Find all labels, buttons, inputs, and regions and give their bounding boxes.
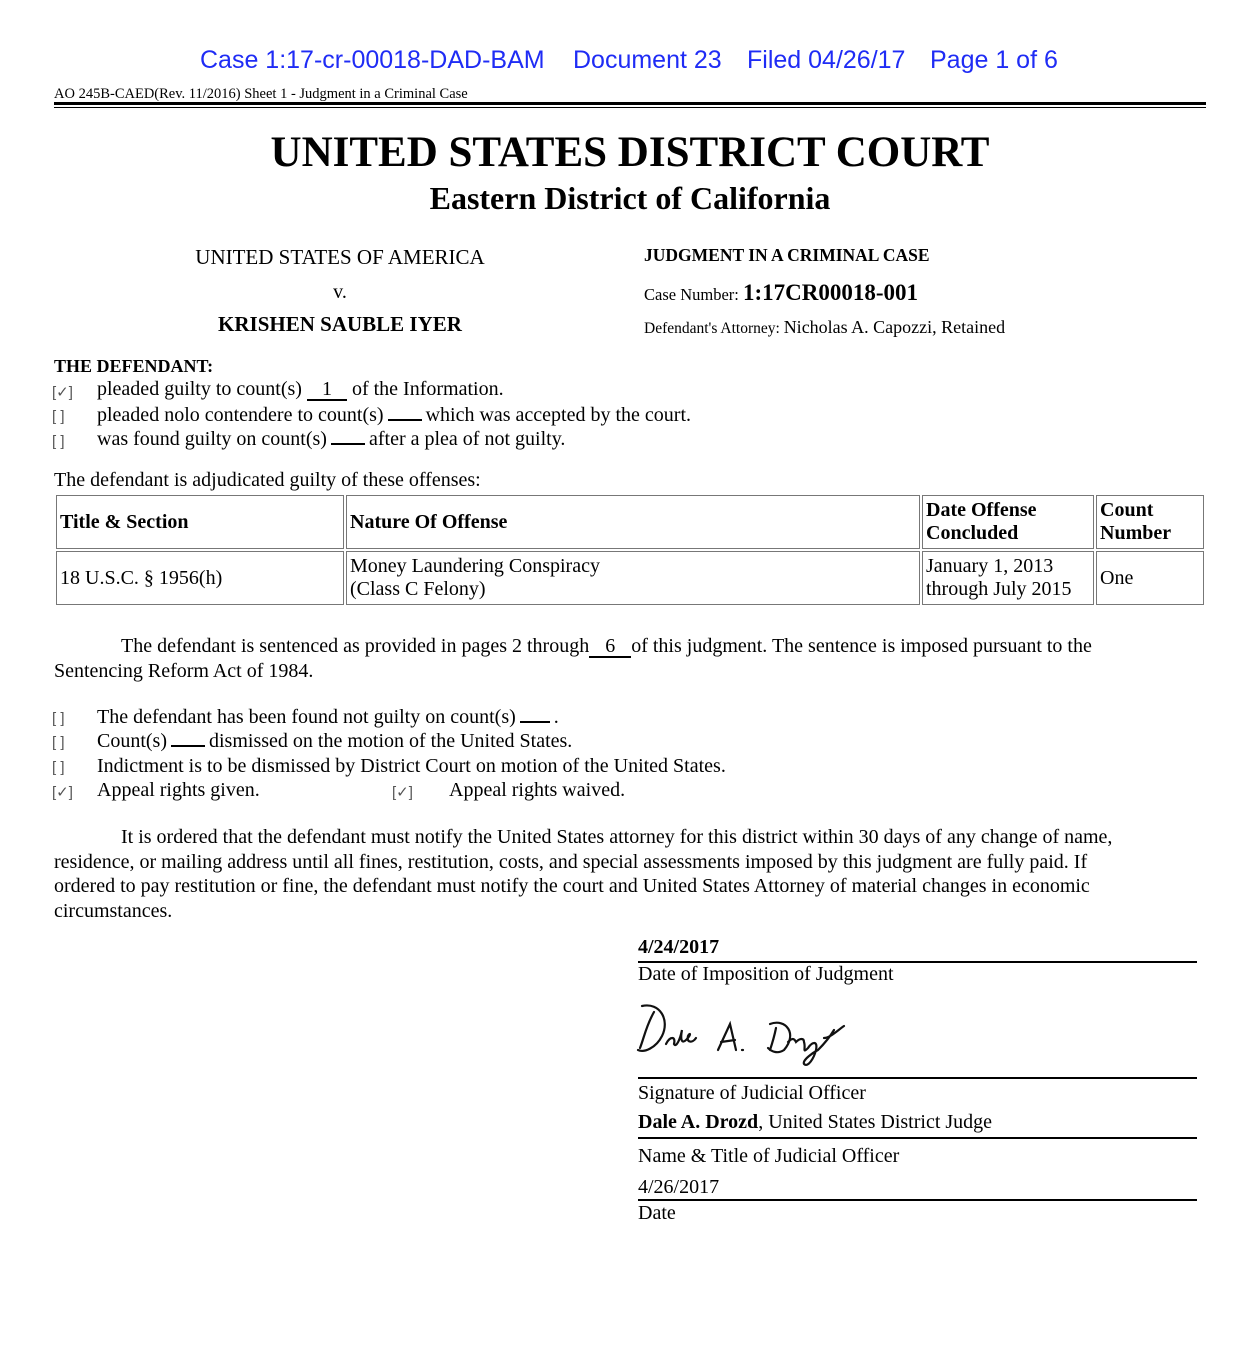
plea-nolo-line <box>97 404 691 427</box>
checkbox-counts-dismissed[interactable]: [ ] <box>52 734 65 751</box>
checkbox-pleaded-guilty[interactable]: [✓] <box>52 384 73 401</box>
plea-guilty-line <box>97 378 504 401</box>
checkbox-not-guilty[interactable]: [ ] <box>52 710 65 727</box>
cell-count: One <box>1096 551 1204 605</box>
date-line <box>638 1199 1197 1201</box>
document-number-stamp: Document 23 <box>573 46 722 74</box>
sentence-text: The defendant is sentenced as provided in pages 2 through <box>121 635 590 657</box>
plea-nolo-text: pleaded nolo contendere to count(s) <box>97 404 384 426</box>
plea-guilty-count: 1 <box>307 379 347 401</box>
offenses-table <box>54 493 1206 607</box>
cell-date: January 1, 2013 through July 2015 <box>922 551 1094 605</box>
name-title-line <box>638 1137 1197 1139</box>
checkbox-appeal-waived[interactable]: [✓] <box>392 784 413 801</box>
table-row <box>56 551 1204 605</box>
header-count: Count Number <box>1096 495 1204 549</box>
checkbox-appeal-given[interactable]: [✓] <box>52 784 73 801</box>
plaintiff: UNITED STATES OF AMERICA <box>195 245 485 269</box>
indictment-dismissed-line: Indictment is to be dismissed by District Court on motion of the United States. <box>97 755 726 777</box>
checkbox-nolo-contendere[interactable]: [ ] <box>52 408 65 425</box>
found-guilty-suffix: after a plea of not guilty. <box>368 428 566 450</box>
district-title: Eastern District of California <box>429 180 831 216</box>
cell-nature: Money Laundering Conspiracy (Class C Felony) <box>346 551 920 605</box>
plea-guilty-suffix: of the Information. <box>351 378 504 400</box>
plea-guilty-text: pleaded guilty to count(s) <box>97 378 302 400</box>
plea-nolo-suffix: which was accepted by the court. <box>425 404 692 426</box>
court-title: UNITED STATES DISTRICT COURT <box>270 129 990 176</box>
name-title-label: Name & Title of Judicial Officer <box>638 1145 900 1167</box>
header-title-section: Title & Section <box>56 495 344 549</box>
plea-nolo-count <box>388 419 422 421</box>
versus: v. <box>333 281 347 303</box>
offenses-intro: The defendant is adjudicated guilty of these offenses: <box>54 469 481 491</box>
header-nature: Nature Of Offense <box>346 495 920 549</box>
table-header-row <box>56 495 1204 549</box>
filed-date-stamp: Filed 04/26/17 <box>747 46 906 74</box>
found-guilty-text: was found guilty on count(s) <box>97 428 327 450</box>
checkbox-indictment-dismissed[interactable]: [ ] <box>52 759 65 776</box>
imposition-label: Date of Imposition of Judgment <box>638 963 894 985</box>
page-stamp: Page 1 of 6 <box>930 46 1058 74</box>
counts-dismissed-line: Count(s) dismissed on the motion of the United States. <box>97 730 573 752</box>
signature-label: Signature of Judicial Officer <box>638 1082 866 1104</box>
date-label: Date <box>638 1202 676 1224</box>
sentence-pages: 6 <box>589 636 631 658</box>
case-number-stamp: Case 1:17-cr-00018-DAD-BAM <box>200 46 545 74</box>
not-guilty-line: The defendant has been found not guilty on count(s) . <box>97 706 559 728</box>
defendant-name: KRISHEN SAUBLE IYER <box>218 312 462 336</box>
sentence-suffix: of this judgment. The sentence is imposed pursuant to the <box>631 635 1092 657</box>
sentence-line2: Sentencing Reform Act of 1984. <box>54 659 314 682</box>
officer-name-title: Dale A. Drozd, United States District Judge <box>638 1111 993 1133</box>
signed-date: 4/26/2017 <box>638 1176 720 1198</box>
attorney-value: Nicholas A. Capozzi, Retained <box>783 317 1006 337</box>
found-guilty-count <box>331 443 365 445</box>
defendant-heading: THE DEFENDANT: <box>54 356 214 376</box>
case-number-row <box>644 280 918 306</box>
header-date: Date Offense Concluded <box>922 495 1094 549</box>
attorney-row <box>644 317 1005 338</box>
case-number-label: Case Number: <box>644 285 739 304</box>
appeal-waived-label: Appeal rights waived. <box>449 779 626 801</box>
judge-signature <box>636 998 851 1070</box>
found-guilty-line <box>97 428 565 451</box>
attorney-label: Defendant's Attorney: <box>644 320 780 337</box>
header-rule <box>54 102 1206 108</box>
checkbox-found-guilty[interactable]: [ ] <box>52 433 65 450</box>
sentence-paragraph <box>54 634 1204 683</box>
judgment-type: JUDGMENT IN A CRIMINAL CASE <box>644 245 930 265</box>
case-number-value: 1:17CR00018-001 <box>742 280 919 305</box>
cell-title-section: 18 U.S.C. § 1956(h) <box>56 551 344 605</box>
signature-line <box>638 1077 1197 1079</box>
notice-paragraph: It is ordered that the defendant must notify the United States attorney for this district within 30 days of any change of name, residence, or mailing address until all fines, restitution, costs, and special assessments imposed by this judgment are fully paid. If ordered to pay restitution or fine, the defendant must notify the court and United States Attorney of material changes in economic circumstances. <box>54 826 1113 922</box>
form-identifier: AO 245B-CAED(Rev. 11/2016) Sheet 1 - Judgment in a Criminal Case <box>54 86 468 102</box>
appeal-given-label: Appeal rights given. <box>97 779 260 801</box>
imposition-date: 4/24/2017 <box>638 936 720 958</box>
